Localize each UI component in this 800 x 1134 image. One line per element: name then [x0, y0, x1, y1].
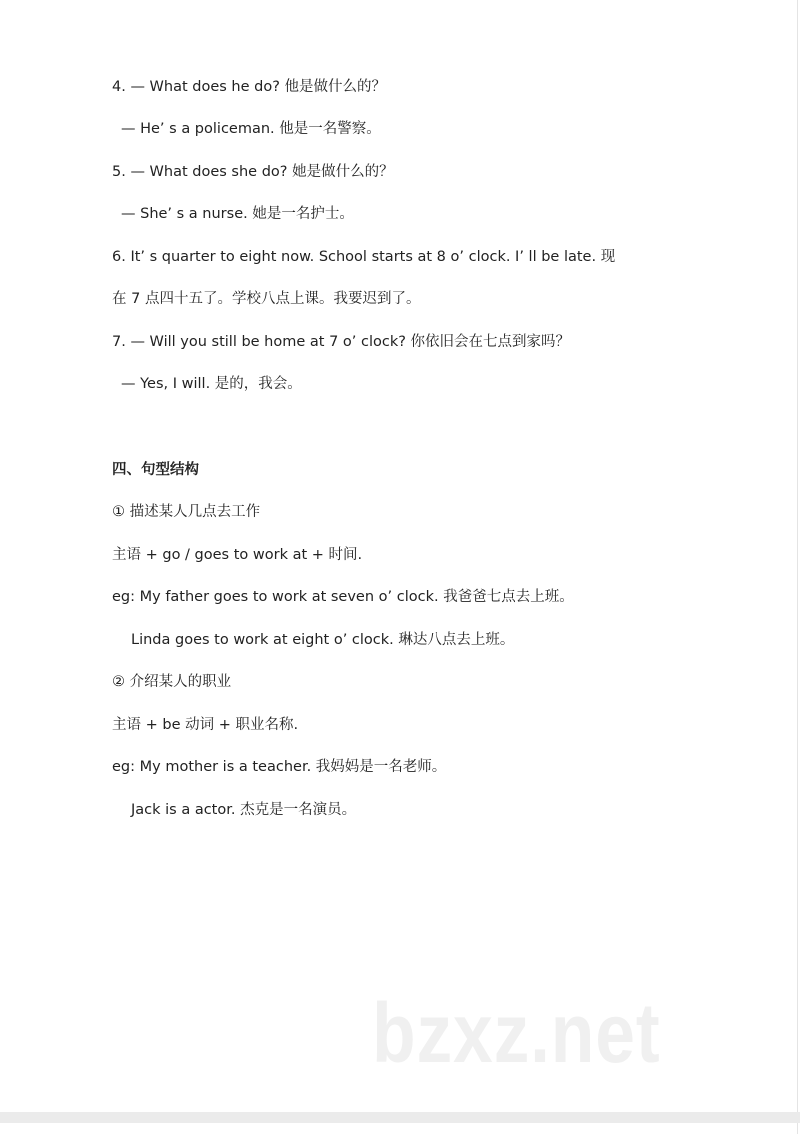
- section-line: ① 描述某人几点去工作: [112, 504, 261, 520]
- section-line: eg: My mother is a teacher. 我妈妈是一名老师。: [112, 759, 447, 775]
- dialogue-line: — She’ s a nurse. 她是一名护士。: [121, 206, 354, 222]
- section-line: 主语 + be 动词 + 职业名称.: [112, 717, 299, 733]
- dialogue-line: 4. — What does he do? 他是做什么的？: [112, 79, 387, 95]
- dialogue-line: 在 7 点四十五了。学校八点上课。我要迟到了。: [112, 291, 421, 307]
- section-line: 主语 + go / goes to work at + 时间.: [112, 547, 363, 563]
- section-heading: 四、句型结构: [112, 462, 199, 478]
- dialogue-line: 5. — What does she do? 她是做什么的？: [112, 164, 394, 180]
- section-line: eg: My father goes to work at seven o’ clock. 我爸爸七点去上班。: [112, 589, 574, 605]
- page-separator: [0, 1112, 800, 1123]
- section-line: Linda goes to work at eight o’ clock. 琳达八点去上班。: [131, 632, 515, 648]
- dialogue-line: 7. — Will you still be home at 7 o’ clock? 你依旧会在七点到家吗？: [112, 334, 571, 350]
- dialogue-line: — He’ s a policeman. 他是一名警察。: [121, 121, 381, 137]
- watermark: bzxz.net: [372, 986, 661, 1080]
- next-page: [0, 1123, 798, 1134]
- section-line: ② 介绍某人的职业: [112, 674, 232, 690]
- section-line: Jack is a actor. 杰克是一名演员。: [131, 802, 357, 818]
- dialogue-line: — Yes, I will. 是的，我会。: [121, 376, 302, 392]
- dialogue-line: 6. It’ s quarter to eight now. School starts at 8 o’ clock. I’ ll be late. 现: [112, 249, 616, 265]
